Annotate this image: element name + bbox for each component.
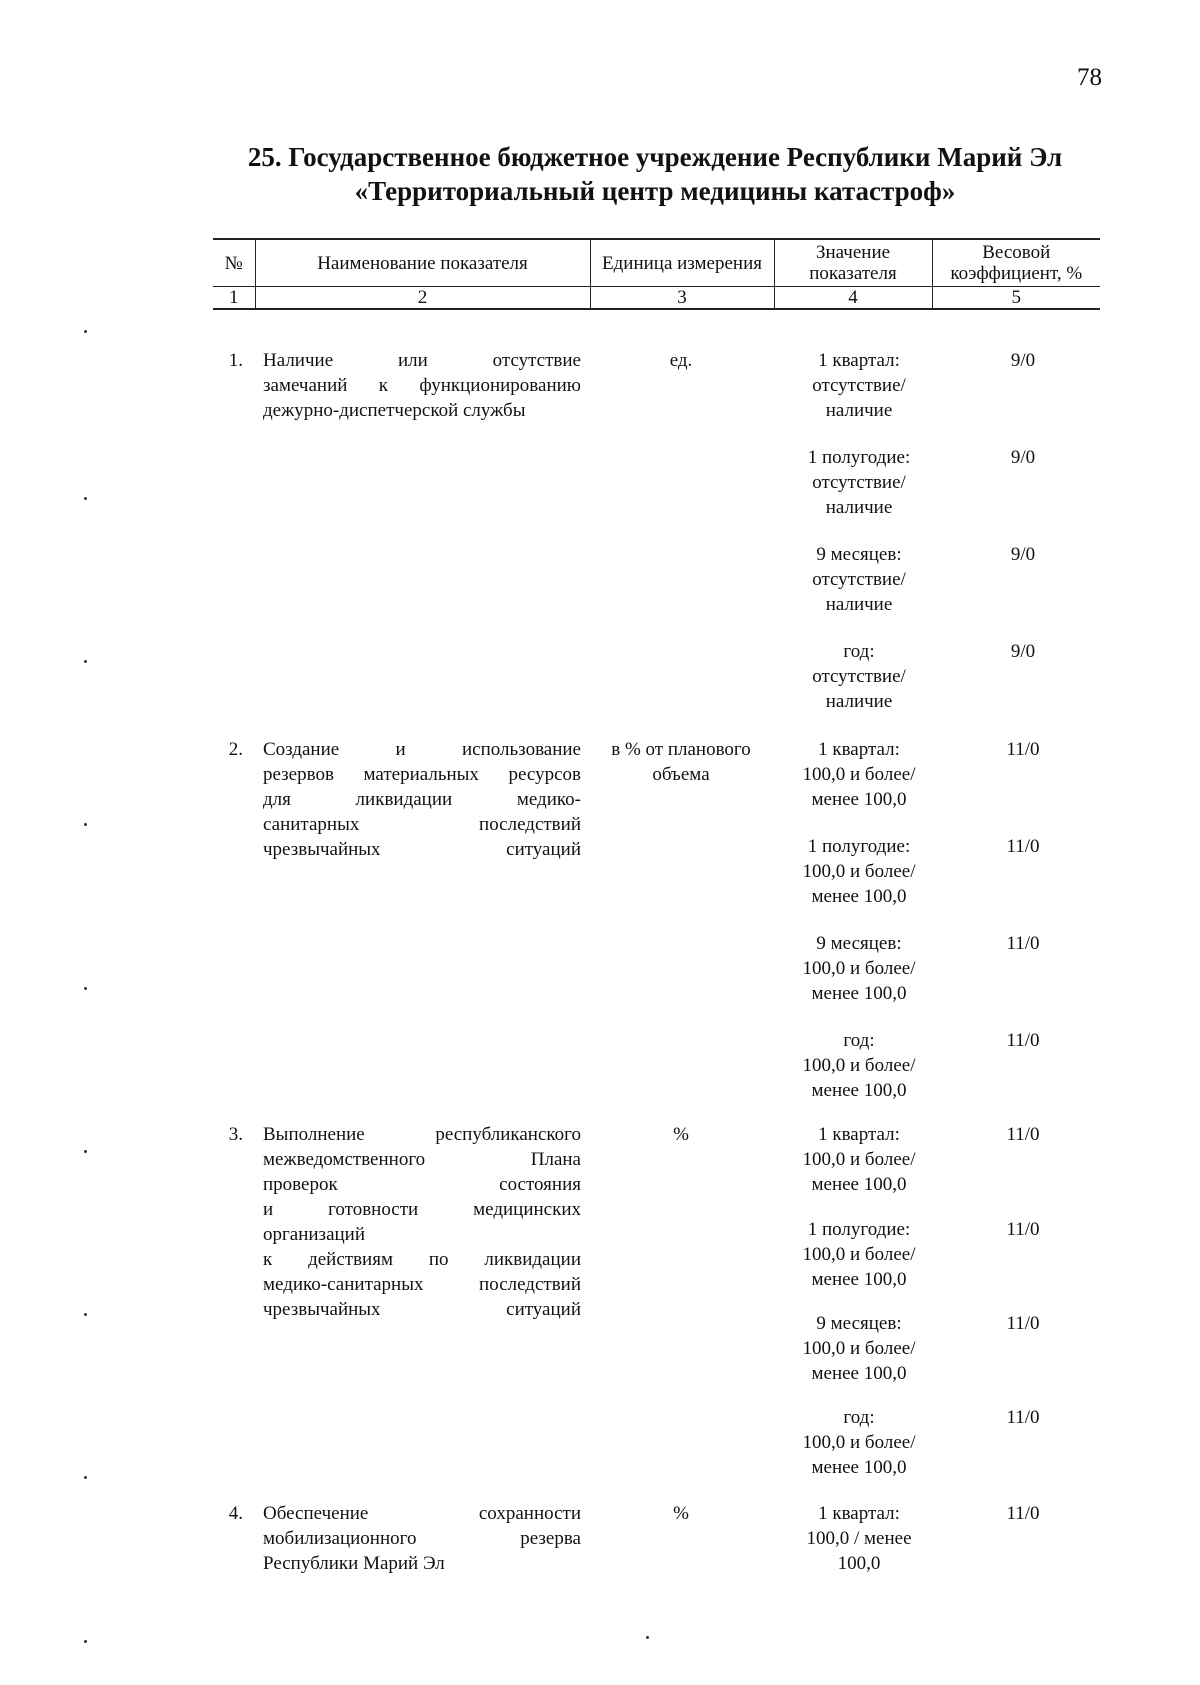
- period-value-line: 100,0: [837, 1553, 881, 1574]
- weight-value: 11/0: [1006, 1219, 1040, 1240]
- indicator-name-line: межведомственного Плана: [263, 1149, 581, 1170]
- indicator-name-line: мобилизационного резерва: [263, 1528, 581, 1549]
- row-number: 3.: [228, 1124, 243, 1145]
- scan-speck: [84, 1313, 87, 1316]
- scan-speck: [84, 1150, 87, 1153]
- column-header-name: Наименование показателя: [255, 239, 590, 287]
- period-value: [779, 737, 939, 812]
- indicator-name-line: Наличие или отсутствие: [263, 350, 581, 371]
- title-line-1: 25. Государственное бюджетное учреждение Республики Марий Эл: [247, 142, 1063, 172]
- period-value-line: наличие: [825, 594, 893, 615]
- period-value: [779, 639, 939, 714]
- period-label: 1 полугодие:: [807, 836, 911, 857]
- indicator-name: [263, 348, 581, 423]
- period-value: [779, 348, 939, 423]
- column-number-5: 5: [932, 287, 1100, 310]
- period-label: 1 квартал:: [818, 1124, 900, 1145]
- weight-value: 11/0: [1006, 1503, 1040, 1524]
- unit-of-measure: %: [673, 1124, 689, 1145]
- column-header-number: №: [213, 239, 255, 287]
- period-value: [779, 542, 939, 617]
- indicator-name-line: замечаний к функционированию: [263, 375, 581, 396]
- scan-speck: [84, 497, 87, 500]
- indicator-name-line: для ликвидации медико-: [263, 789, 581, 810]
- indicator-name-line: к действиям по ликвидации: [263, 1249, 581, 1270]
- column-number-1: 1: [213, 287, 255, 310]
- period-value-line: наличие: [825, 497, 893, 518]
- indicator-name-line: медико-санитарных последствий: [263, 1274, 581, 1295]
- period-value: [779, 834, 939, 909]
- period-value: [779, 1217, 939, 1292]
- period-value: [779, 1122, 939, 1197]
- period-label: 9 месяцев:: [816, 544, 902, 565]
- weight-value: 11/0: [1006, 1407, 1040, 1428]
- weight-value: 9/0: [1010, 544, 1036, 565]
- period-value-line: менее 100,0: [811, 1080, 907, 1101]
- period-label: год:: [843, 1030, 875, 1051]
- scan-speck: [84, 987, 87, 990]
- indicator-name-line: чрезвычайных ситуаций: [263, 839, 581, 860]
- weight-value: 9/0: [1010, 447, 1036, 468]
- scan-speck: [84, 660, 87, 663]
- column-number-3: 3: [590, 287, 774, 310]
- weight-value: 11/0: [1006, 1030, 1040, 1051]
- indicator-name-line: Республики Марий Эл: [263, 1553, 445, 1574]
- period-value-line: 100,0 и более/: [802, 1338, 916, 1359]
- weight-value: 11/0: [1006, 739, 1040, 760]
- period-label: 1 квартал:: [818, 1503, 900, 1524]
- period-value-line: менее 100,0: [811, 983, 907, 1004]
- row-number: 2.: [228, 739, 243, 760]
- period-value: [779, 1028, 939, 1103]
- period-value-line: менее 100,0: [811, 1269, 907, 1290]
- row-number: 4.: [228, 1503, 243, 1524]
- indicator-name-line: чрезвычайных ситуаций: [263, 1299, 581, 1320]
- column-header-weight: Весовой коэффициент, %: [932, 239, 1100, 287]
- indicator-name: [263, 1122, 581, 1322]
- scan-speck: [84, 1476, 87, 1479]
- column-header-value: Значение показателя: [774, 239, 932, 287]
- unit-of-measure: %: [673, 1503, 689, 1524]
- indicator-name-line: дежурно-диспетчерской службы: [263, 400, 526, 421]
- period-value-line: 100,0 и более/: [802, 1149, 916, 1170]
- unit-of-measure: ед.: [669, 350, 693, 371]
- period-value-line: менее 100,0: [811, 789, 907, 810]
- row-number: 1.: [228, 350, 243, 371]
- indicator-name-line: организаций: [263, 1224, 366, 1245]
- indicator-name-line: Обеспечение сохранности: [263, 1503, 581, 1524]
- unit-of-measure: в % от планового объема: [611, 739, 751, 785]
- indicator-name-line: проверок состояния: [263, 1174, 581, 1195]
- period-value: [779, 445, 939, 520]
- period-value-line: 100,0 и более/: [802, 1432, 916, 1453]
- indicator-name-line: Создание и использование: [263, 739, 581, 760]
- indicator-name-line: резервов материальных ресурсов: [263, 764, 581, 785]
- period-value-line: 100,0 и более/: [802, 861, 916, 882]
- document-title: [200, 140, 1110, 208]
- period-value-line: 100,0 / менее: [806, 1528, 912, 1549]
- period-value-line: менее 100,0: [811, 1174, 907, 1195]
- column-number-2: 2: [255, 287, 590, 310]
- weight-value: 11/0: [1006, 1124, 1040, 1145]
- scan-speck: [84, 823, 87, 826]
- period-label: год:: [843, 1407, 875, 1428]
- period-label: 1 полугодие:: [807, 1219, 911, 1240]
- period-value-line: наличие: [825, 400, 893, 421]
- weight-value: 9/0: [1010, 641, 1036, 662]
- indicator-name-line: Выполнение республиканского: [263, 1124, 581, 1145]
- indicator-table-header: [213, 238, 1100, 310]
- period-value-line: 100,0 и более/: [802, 764, 916, 785]
- period-value-line: отсутствие/: [812, 472, 906, 493]
- page-number: 78: [1077, 64, 1102, 91]
- period-value-line: 100,0 и более/: [802, 958, 916, 979]
- weight-value: 11/0: [1006, 933, 1040, 954]
- period-value-line: отсутствие/: [812, 375, 906, 396]
- scan-speck: [84, 330, 87, 333]
- indicator-name: [263, 737, 581, 862]
- indicator-name-line: санитарных последствий: [263, 814, 581, 835]
- period-value-line: отсутствие/: [812, 569, 906, 590]
- scan-speck: [646, 1636, 649, 1639]
- weight-value: 11/0: [1006, 836, 1040, 857]
- column-header-unit: Единица измерения: [590, 239, 774, 287]
- period-value: [779, 931, 939, 1006]
- period-value: [779, 1405, 939, 1480]
- title-line-2: «Территориальный центр медицины катастроф»: [354, 176, 956, 206]
- column-number-4: 4: [774, 287, 932, 310]
- period-value-line: менее 100,0: [811, 1363, 907, 1384]
- period-value-line: отсутствие/: [812, 666, 906, 687]
- period-value: [779, 1501, 939, 1576]
- period-value-line: 100,0 и более/: [802, 1244, 916, 1265]
- period-value-line: 100,0 и более/: [802, 1055, 916, 1076]
- weight-value: 11/0: [1006, 1313, 1040, 1334]
- period-value: [779, 1311, 939, 1386]
- period-label: год:: [843, 641, 875, 662]
- period-label: 1 полугодие:: [807, 447, 911, 468]
- period-label: 9 месяцев:: [816, 933, 902, 954]
- period-label: 9 месяцев:: [816, 1313, 902, 1334]
- scan-speck: [84, 1640, 87, 1643]
- period-value-line: наличие: [825, 691, 893, 712]
- weight-value: 9/0: [1010, 350, 1036, 371]
- indicator-name: [263, 1501, 581, 1576]
- period-value-line: менее 100,0: [811, 886, 907, 907]
- period-label: 1 квартал:: [818, 350, 900, 371]
- period-value-line: менее 100,0: [811, 1457, 907, 1478]
- indicator-name-line: и готовности медицинских: [263, 1199, 581, 1220]
- period-label: 1 квартал:: [818, 739, 900, 760]
